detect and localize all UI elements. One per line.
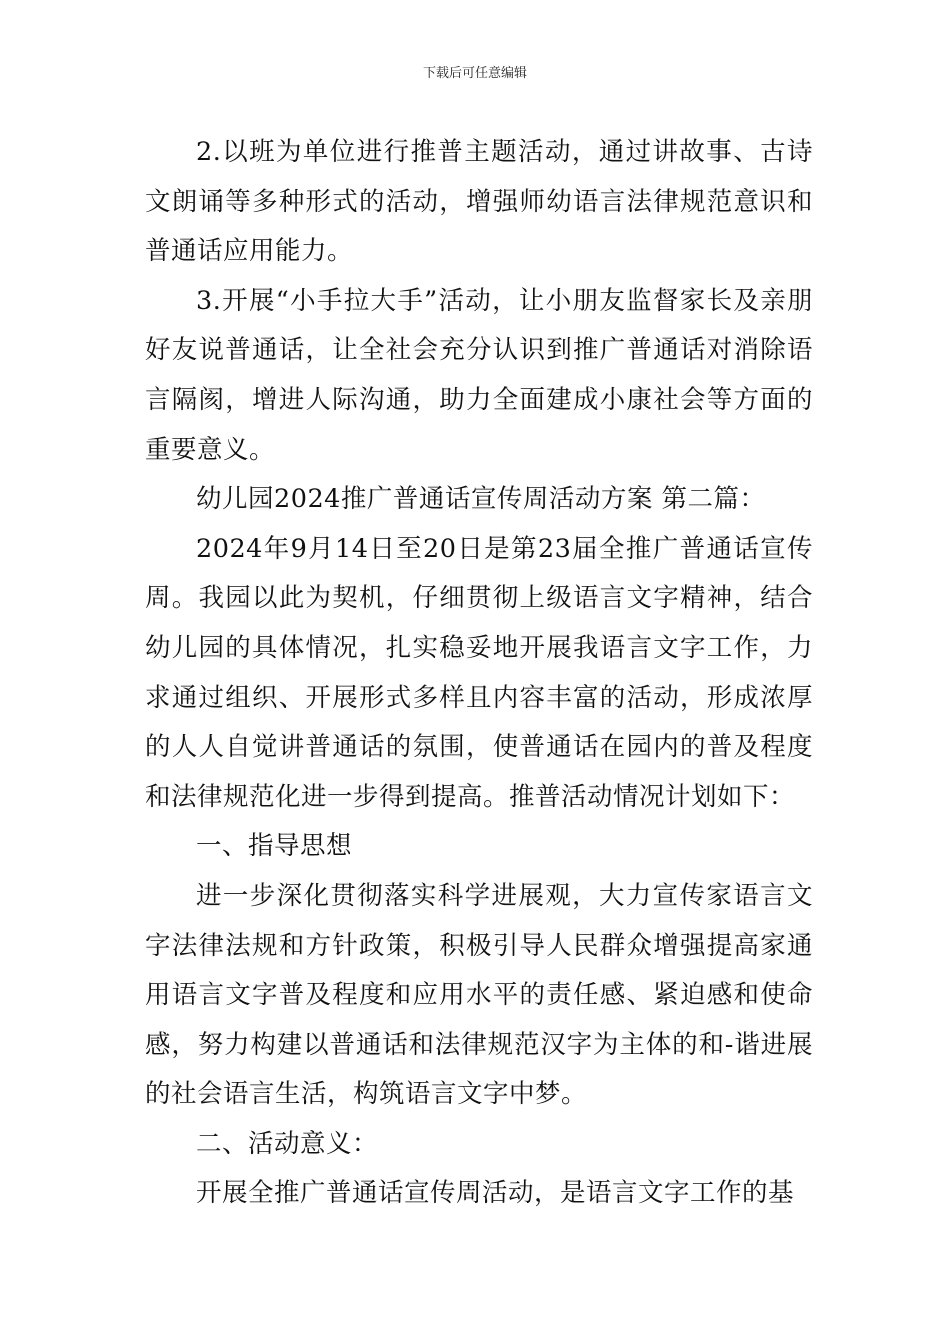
paragraph-guiding-ideology: 进一步深化贯彻落实科学进展观，大力宣传家语言文字法律法规和方针政策，积极引导人民群众增强提高家通用语言文字普及程度和应用水平的责任感、紧迫感和使命感，努力构建以普通话和法律规范汉字为主体的和-谐进展的社会语言生活，构筑语言文字中梦。	[145, 880, 813, 1110]
section-title-second-plan: 幼儿园2024推广普通话宣传周活动方案 第二篇：	[196, 484, 766, 515]
paragraph-intro: 2024年9月14日至20日是第23届全推广普通话宣传周。我园以此为契机，仔细贯彻上级语言文字精神，结合幼儿园的具体情况，扎实稳妥地开展我语言文字工作，力求通过组织、开展形式多样且内容丰富的活动，形成浓厚的人人自觉讲普通话的氛围，使普通话在园内的普及程度和法律规范化进一步得到提高。推普活动情况计划如下：	[145, 533, 813, 812]
paragraph-item-2: 2.以班为单位进行推普主题活动，通过讲故事、古诗文朗诵等多种形式的活动，增强师幼语言法律规范意识和普通话应用能力。	[145, 137, 813, 267]
heading-activity-significance: 二、活动意义：	[196, 1128, 379, 1159]
paragraph-item-3: 3.开展“小手拉大手”活动，让小朋友监督家长及亲朋好友说普通话，让全社会充分认识到推广普通话对消除语言隔阂，增进人际沟通，助力全面建成小康社会等方面的重要意义。	[145, 285, 813, 465]
heading-guiding-ideology: 一、指导思想	[196, 831, 353, 862]
paragraph-activity-significance: 开展全推广普通话宣传周活动，是语言文字工作的基	[196, 1178, 795, 1209]
document-body	[145, 128, 813, 1219]
page-header: 下载后可任意编辑	[422, 66, 527, 81]
